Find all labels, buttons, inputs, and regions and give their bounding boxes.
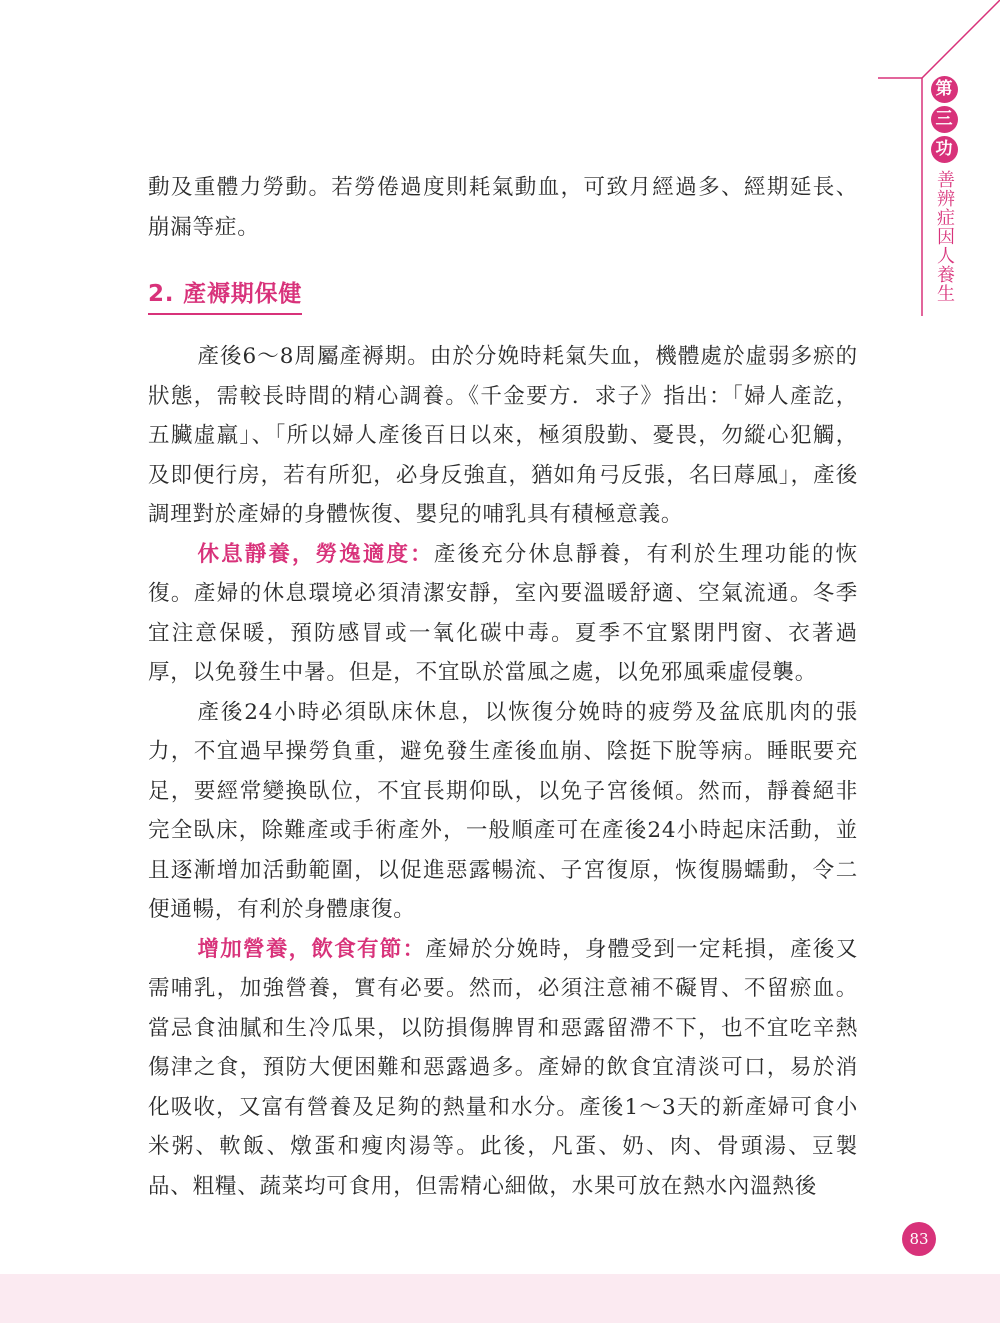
section-heading: 2. 產褥期保健 bbox=[148, 277, 302, 315]
paragraph: 產後6～8周屬產褥期。由於分娩時耗氣失血，機體處於虛弱多瘀的狀態，需較長時間的精心調養。《千金要方．求子》指出：「婦人產訖，五臟虛羸」、「所以婦人產後百日以來，極須殷勤、憂畏，勿縱心犯觸，及即便行房，若有所犯，必身反強直，猶如角弓反張，名曰蓐風」，產後調理對於產婦的身體恢復、嬰兒的哺乳具有積極意義。 bbox=[148, 344, 858, 527]
chapter-label-char: 第 bbox=[931, 76, 958, 103]
bottom-band bbox=[0, 1274, 1000, 1323]
body-text bbox=[148, 168, 858, 1206]
paragraph bbox=[148, 930, 858, 1207]
paragraph: 產後24小時必須臥床休息，以恢復分娩時的疲勞及盆底肌肉的張力，不宜過早操勞負重，避免發生產後血崩、陰挺下脫等病。睡眠要充足，要經常變換臥位，不宜長期仰臥，以免子宮後傾。然而，靜養絕非完全臥床，除難產或手術產外，一般順產可在產後24小時起床活動，並且逐漸增加活動範圍，以促進惡露暢流、子宮復原，恢復腸蠕動，令二便通暢，有利於身體康復。 bbox=[148, 699, 858, 922]
page-number: 83 bbox=[902, 1222, 936, 1256]
chapter-label-char: 三 bbox=[931, 106, 958, 133]
chapter-label-char: 功 bbox=[931, 136, 958, 163]
paragraph-highlight: 增加營養，飲食有節： bbox=[197, 936, 426, 962]
chapter-tab bbox=[926, 76, 962, 303]
paragraph: 動及重體力勞動。若勞倦過度則耗氣動血，可致月經過多、經期延長、崩漏等症。 bbox=[148, 175, 858, 240]
paragraph-text: 產婦於分娩時，身體受到一定耗損，產後又需哺乳，加強營養，實有必要。然而，必須注意補不礙胃、不留瘀血。當忌食油膩和生冷瓜果，以防損傷脾胃和惡露留滯不下，也不宜吃辛熱傷津之食，預防大便困難和惡露過多。產婦的飲食宜清淡可口，易於消化吸收，又富有營養及足夠的熱量和水分。產後1～3天的新產婦可食小米粥、軟飯、燉蛋和瘦肉湯等。此後，凡蛋、奶、肉、骨頭湯、豆製品、粗糧、蔬菜均可食用，但需精心細做，水果可放在熱水內溫熱後 bbox=[148, 936, 858, 1199]
paragraph bbox=[148, 535, 858, 693]
paragraph-text: 產後充分休息靜養，有利於生理功能的恢復。產婦的休息環境必須清潔安靜，室內要溫暖舒適、空氣流通。冬季宜注意保暖，預防感冒或一氧化碳中毒。夏季不宜緊閉門窗、衣著過厚，以免發生中暑。但是，不宜臥於當風之處，以免邪風乘虛侵襲。 bbox=[148, 541, 858, 685]
chapter-subtitle: 善辨症因人養生 bbox=[934, 170, 955, 303]
paragraph-highlight: 休息靜養，勞逸適度： bbox=[197, 541, 434, 567]
